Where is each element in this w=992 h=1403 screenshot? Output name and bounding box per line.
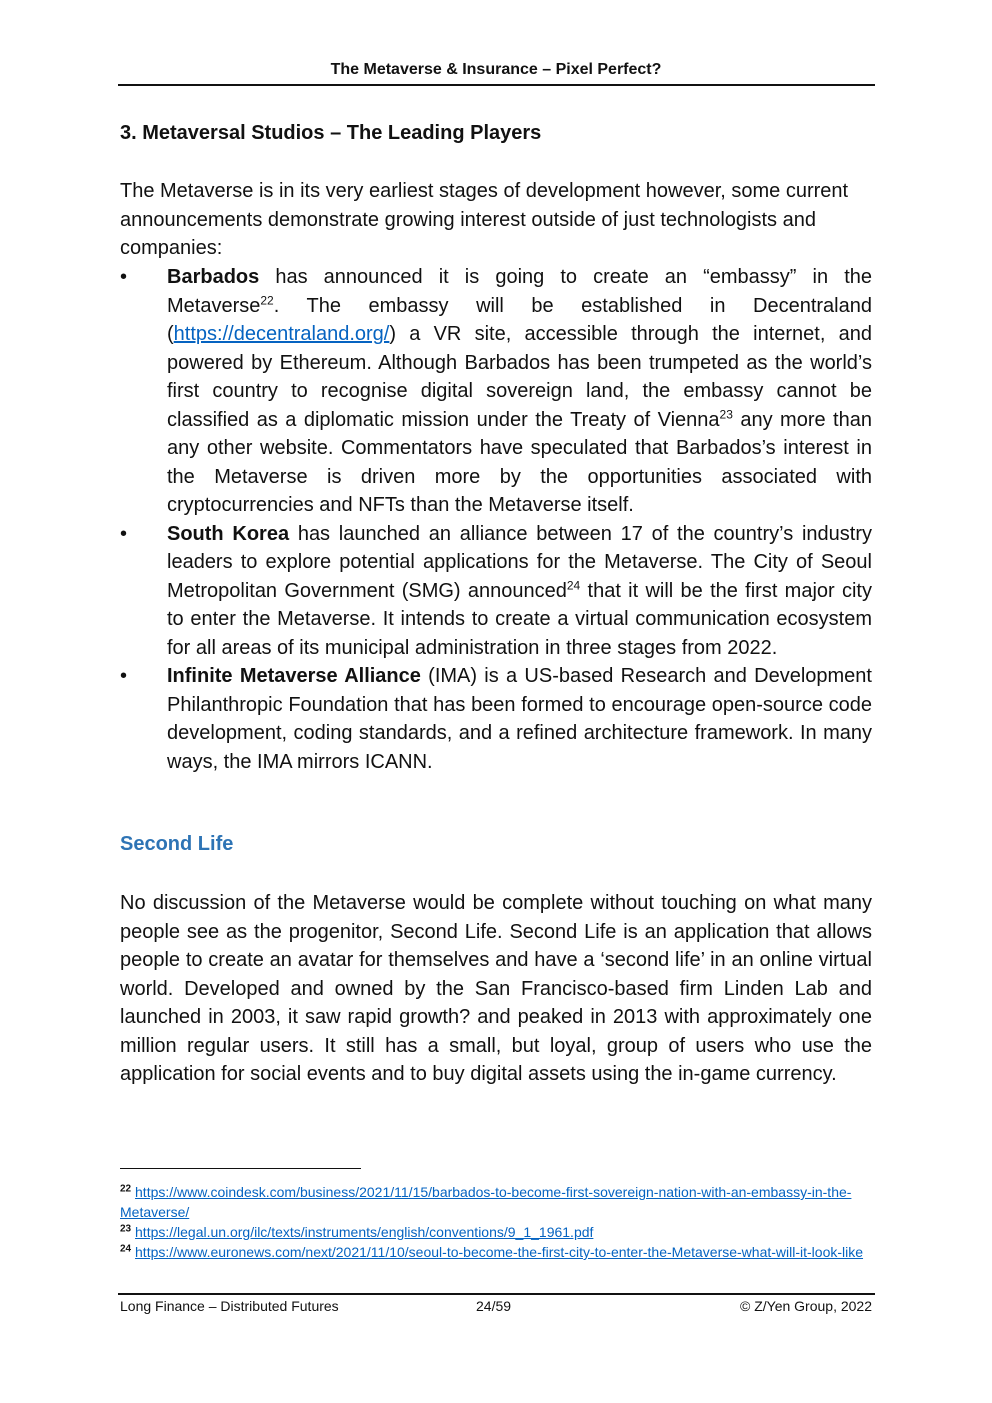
- list-item-barbados: [120, 263, 872, 520]
- intro-paragraph: The Metaverse is in its very earliest stages of development however, some current announcements demonstrate growing interest outside of just technologists and companies:: [120, 180, 849, 259]
- footnote-link[interactable]: https://www.euronews.com/next/2021/11/10/seoul-to-become-the-first-city-to-enter-the-Metaverse-what-will-it-look-like: [135, 1244, 864, 1260]
- bullet-icon: •: [120, 266, 128, 288]
- page-number: 24/59: [476, 1298, 512, 1314]
- list-item-text: has announced it is going to create an “embassy” in the Metaverse: [167, 266, 872, 317]
- list-item-text: has launched an alliance between 17 of the country’s industry leaders to explore potential applications for the Metaverse. The City of Seoul Metropolitan Government (SMG) announced: [167, 522, 872, 602]
- footnote-number: 22: [120, 1183, 132, 1195]
- footnote-ref[interactable]: 22: [260, 292, 274, 307]
- footnote-number: 24: [120, 1243, 132, 1255]
- header-divider: [118, 84, 875, 86]
- footnote-number: 23: [120, 1223, 132, 1235]
- list-item-term: Barbados: [167, 266, 260, 288]
- list-item-term: South Korea: [167, 522, 290, 545]
- list-item-text: ) a VR site, accessible through the internet, and powered by Ethereum. Although Barbados has been trumpeted as the world’s first country to recognise digital sovereign land, the embassy cannot be classified as a diplomatic mission under the Treaty of Vienna: [167, 323, 872, 431]
- second-life-paragraph: No discussion of the Metaverse would be complete without touching on what many people see as the progenitor, Second Life. Second Life is an application that allows people to create an avatar for themselves and have a ‘second life’ in an online virtual world. Developed and owned by the San Francisco-based firm Linden Lab and launched in 2003, it saw rapid growth? and peaked in 2013 with approximately one million regular users. It still has a small, but loyal, group of users who use the application for social events and to buy digital assets using the in-game currency.: [120, 892, 872, 1085]
- footnote-22: [120, 1182, 872, 1222]
- footnote-23: [120, 1222, 872, 1242]
- footnote-divider: [120, 1168, 361, 1169]
- footnotes: [120, 1182, 872, 1262]
- running-header: The Metaverse & Insurance – Pixel Perfect?: [330, 61, 662, 78]
- list-item-text: . The embassy will be established in Decentraland (: [167, 294, 872, 345]
- footer-publisher: Long Finance – Distributed Futures: [120, 1298, 339, 1314]
- footnote-link[interactable]: https://legal.un.org/ilc/texts/instruments/english/conventions/9_1_1961.pdf: [135, 1224, 594, 1240]
- footer-copyright: © Z/Yen Group, 2022: [740, 1298, 872, 1314]
- subheading-second-life: Second Life: [120, 833, 234, 855]
- footer-divider: [118, 1293, 875, 1295]
- bullet-icon: •: [120, 522, 128, 545]
- list-item-text: that it will be the first major city to enter the Metaverse. It intends to create a virtual communication ecosystem for all areas of its municipal administration in three stages from 2022.: [167, 579, 872, 659]
- players-list: [120, 263, 872, 776]
- decentraland-link[interactable]: https://decentraland.org/: [173, 323, 390, 345]
- list-item-text: (IMA) is a US-based Research and Development Philanthropic Foundation that has been formed to encourage open-source code development, coding standards, and a refined architecture framework. In many ways, the IMA mirrors ICANN.: [167, 665, 872, 773]
- bullet-icon: •: [120, 665, 128, 687]
- list-item-ima: [120, 662, 872, 776]
- footnote-link[interactable]: https://www.coindesk.com/business/2021/11/15/barbados-to-become-first-sovereign-nation-with-an-embassy-in-the-Metaverse/: [120, 1184, 852, 1220]
- list-item-text: any more than any other website. Commentators have speculated that Barbados’s interest in the Metaverse is driven more by the opportunities associated with cryptocurrencies and NFTs than the Metaverse itself.: [167, 408, 872, 516]
- list-item-south-korea: [120, 520, 872, 663]
- footnote-24: [120, 1242, 872, 1262]
- list-item-term: Infinite Metaverse Alliance: [167, 665, 421, 687]
- section-title: 3. Metaversal Studios – The Leading Players: [120, 122, 542, 144]
- footnote-ref[interactable]: 23: [719, 406, 733, 421]
- footnote-ref[interactable]: 24: [566, 577, 581, 592]
